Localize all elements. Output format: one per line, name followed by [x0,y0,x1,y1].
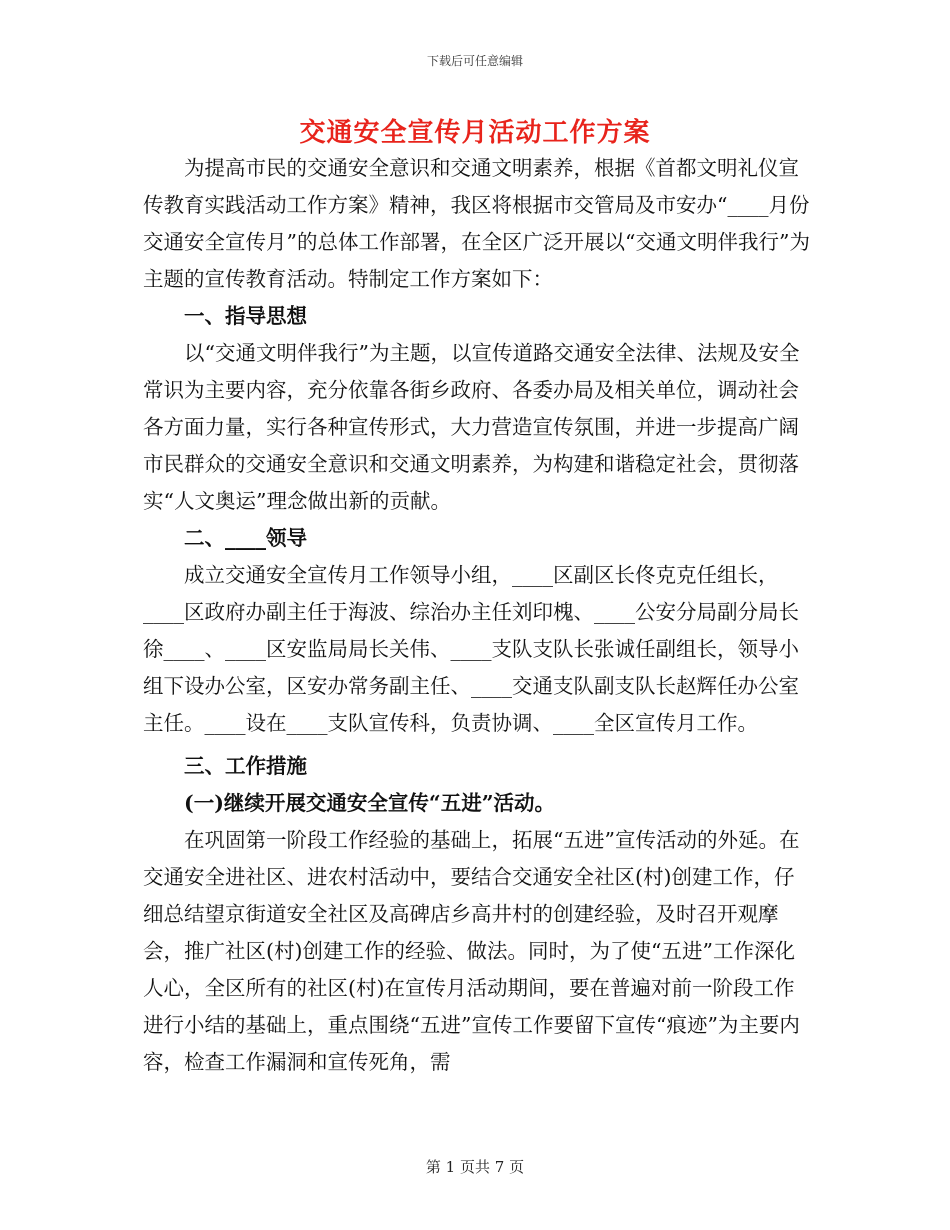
section-3-heading: 三、工作措施 [184,754,307,778]
page-footer: 第 1 页共 7 页 [425,1158,525,1176]
section-2-paragraph: 成立交通安全宣传月工作领导小组，____区副区长佟克克任组长，____区政府办副主任于海波、综治办主任刘印槐、____公安分局副分局长徐____、____区安监局局长关伟、____支队支队长张诚任副组长，领导小组下设办公室，区安办常务副主任、____交通支队副支队长赵辉任办公室主任。____设在____支队宣传科，负责协调、____全区宣传月工作。 [143,563,799,735]
section-3-subheading: (一)继续开展交通安全宣传“五进”活动。 [184,791,555,815]
section-2-heading: 二、____领导 [184,526,307,550]
section-1-paragraph: 以“交通文明伴我行”为主题，以宣传道路交通安全法律、法规及安全常识为主要内容，充分依靠各街乡政府、各委办局及相关单位，调动社会各方面力量，实行各种宣传形式，大力营造宣传氛围，并进一步提高广阔市民群众的交通安全意识和交通文明素养，为构建和谐稳定社会，贯彻落实“人文奥运”理念做出新的贡献。 [143,341,800,513]
section-3-paragraph: 在巩固第一阶段工作经验的基础上，拓展“五进”宣传活动的外延。在交通安全进社区、进农村活动中，要结合交通安全社区(村)创建工作，仔细总结望京街道安全社区及高碑店乡高井村的创建经验，及时召开观摩会，推广社区(村)创建工作的经验、做法。同时，为了使“五进”工作深化人心，全区所有的社区(村)在宣传月活动期间，要在普遍对前一阶段工作进行小结的基础上，重点围绕“五进”宣传工作要留下宣传“痕迹”为主要内容，检查工作漏洞和宣传死角，需 [143,828,800,1074]
section-1-heading: 一、指导思想 [184,304,307,328]
intro-paragraph: 为提高市民的交通安全意识和交通文明素养，根据《首都文明礼仪宣传教育实践活动工作方案》精神，我区将根据市交管局及市安办“____月份交通安全宣传月”的总体工作部署，在全区广泛开展以“交通文明伴我行”为主题的宣传教育活动。特制定工作方案如下： [143,156,810,291]
document-title: 交通安全宣传月活动工作方案 [299,118,651,148]
document-body [143,150,813,1081]
page-header: 下载后可任意编辑 [426,54,523,68]
